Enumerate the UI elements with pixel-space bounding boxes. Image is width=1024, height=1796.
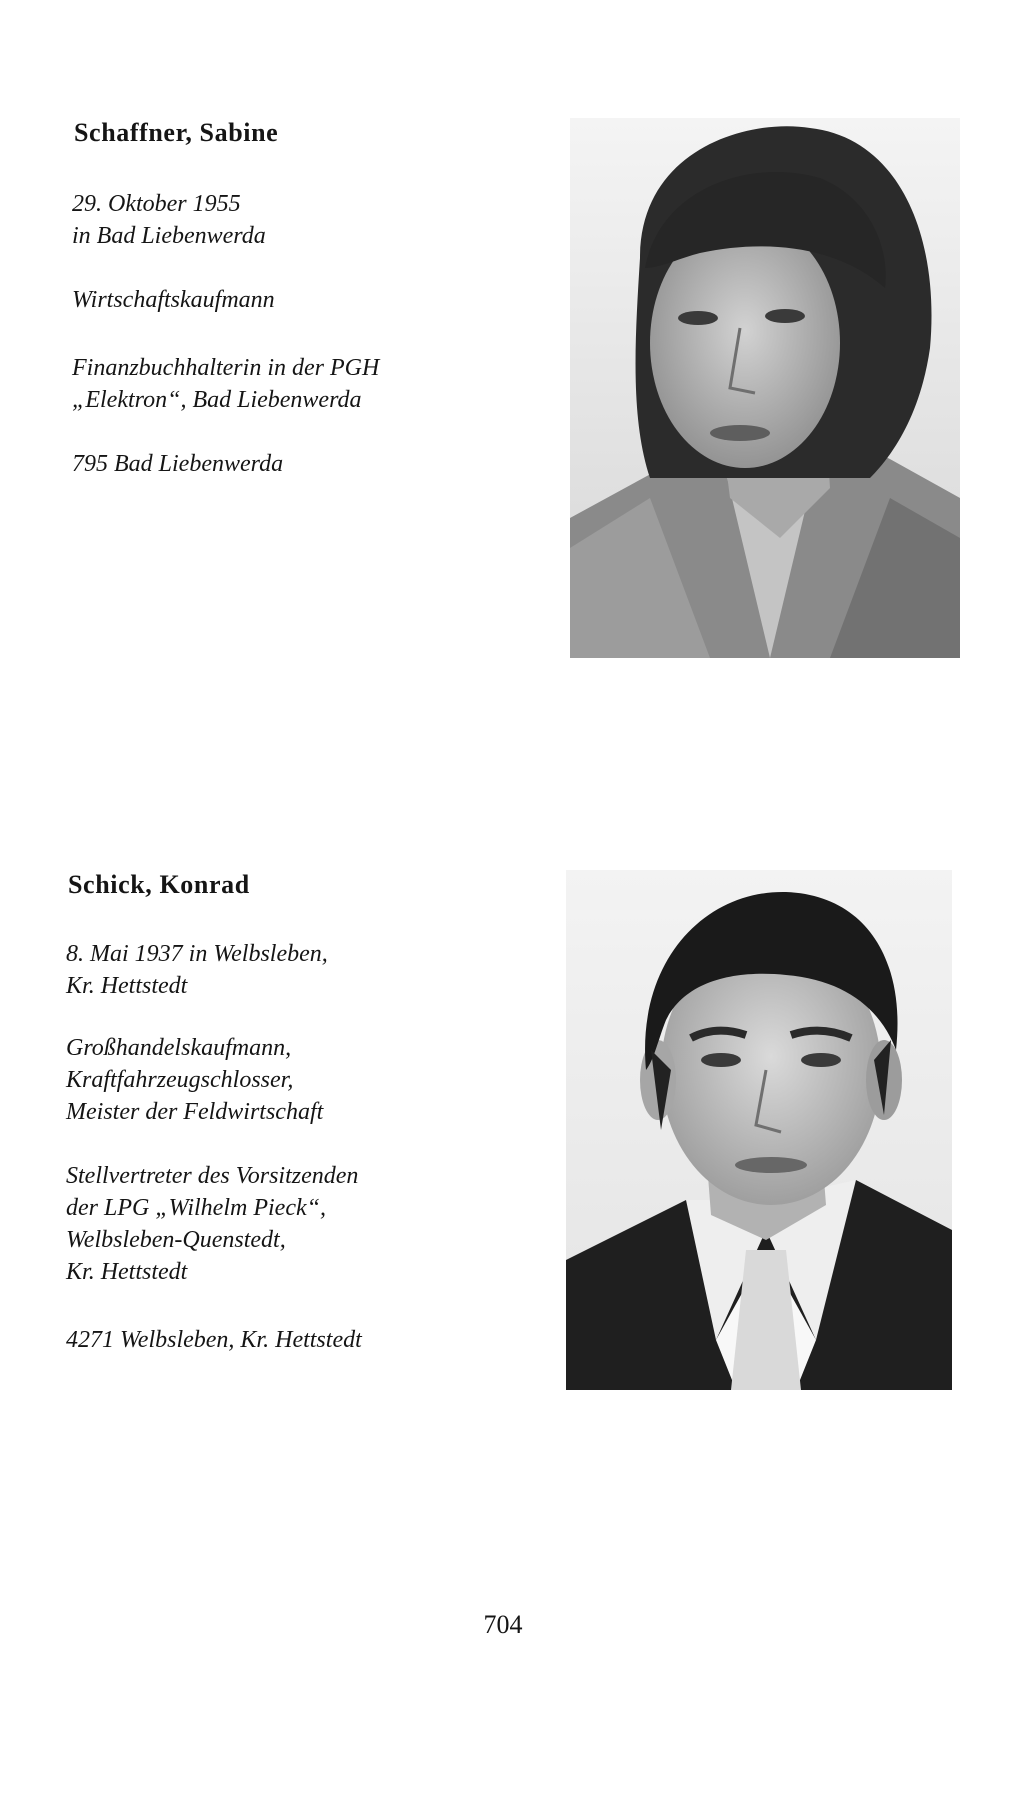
- birth-info: 8. Mai 1937 in Welbsleben, Kr. Hettstedt: [66, 941, 328, 999]
- portrait-photo: [570, 118, 960, 658]
- person-name: Schaffner, Sabine: [74, 118, 279, 147]
- page-number: 704: [483, 1610, 523, 1639]
- biography-entry: [0, 0, 1024, 700]
- portrait-woman: [570, 118, 960, 658]
- birth-info: 29. Oktober 1955 in Bad Liebenwerda: [72, 191, 266, 249]
- biography-entry: [0, 860, 1024, 1420]
- portrait-man: [566, 870, 952, 1390]
- position-info: Finanzbuchhalterin in der PGH „Elektron“, Bad Liebenwerda: [72, 355, 380, 413]
- training-info: Wirtschaftskaufmann: [72, 287, 275, 313]
- training-info: Großhandelskaufmann, Kraftfahrzeugschlosser, Meister der Feldwirtschaft: [66, 1035, 324, 1125]
- portrait-photo: [566, 870, 952, 1390]
- person-name: Schick, Konrad: [68, 870, 250, 899]
- position-info: Stellvertreter des Vorsitzenden der LPG „Wilhelm Pieck“, Welbsleben-Quenstedt, Kr. Hettstedt: [66, 1163, 359, 1285]
- address-info: 795 Bad Liebenwerda: [72, 451, 284, 477]
- address-info: 4271 Welbsleben, Kr. Hettstedt: [66, 1327, 362, 1353]
